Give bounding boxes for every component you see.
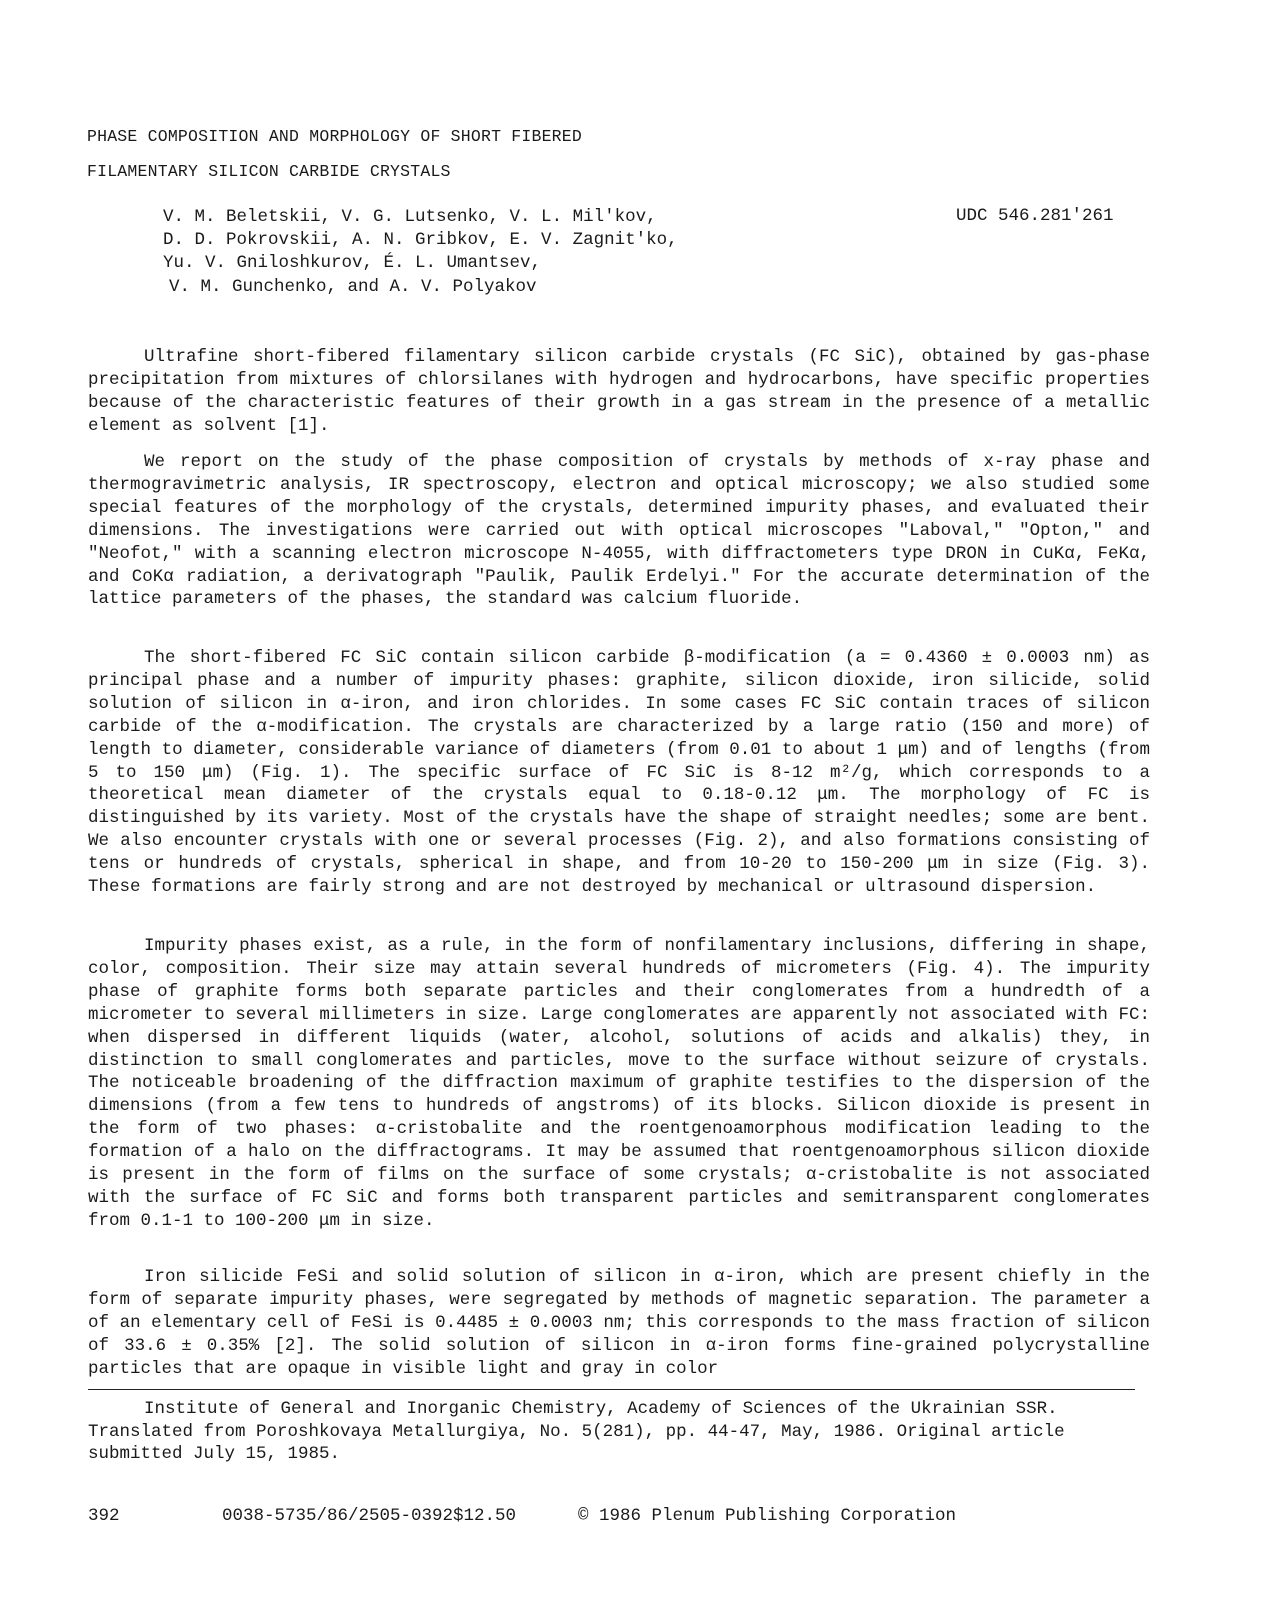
paragraph-2: We report on the study of the phase composition of crystals by methods of x-ray phase and thermogravimetric analysis, IR spectroscopy, electron and optical microscopy; we also studied some special features of the morphology of the crystals, determined impurity phases, and evaluated their dimensions. The investigations were carried out with optical microscopes "Laboval," "Opton," and "Neofot," with a scanning electron microscope N-4055, with diffractometers type DRON in CuKα, FeKα, and CoKα radiation, a derivatograph "Paulik, Paulik Erdelyi." For the accurate determination of the lattice parameters of the phases, the standard was calcium fluoride. [88,452,1150,610]
author-line: V. M. Gunchenko, and A. V. Polyakov [169,276,537,297]
udc-code: UDC 546.281'261 [956,206,1114,226]
footnote-divider [88,1389,1135,1390]
paragraph-4: Impurity phases exist, as a rule, in the form of nonfilamentary inclusions, differing in shape, color, composition. Their size may attain several hundreds of micrometers (Fig. 4). The impurity phase of graphite forms both separate particles and their conglomerates from a hundredth of a micrometer to several millimeters in size. Large conglomerates are apparently not associated with FC: when dispersed in different liquids (water, alcohol, solutions of acids and alkalis) they, in distinction to small conglomerates and particles, move to the surface without seizure of crystals. The noticeable broadening of the diffraction maximum of graphite testifies to the dispersion of the dimensions (from a few tens to hundreds of angstroms) of its blocks. Silicon dioxide is present in the form of two phases: α-cristobalite and the roentgenoamorphous modification leading to the formation of a halo on the diffractograms. It may be assumed that roentgenoamorphous silicon dioxide is present in the form of films on the surface of some crystals; α-cristobalite is not associated with the surface of FC SiC and forms both transparent particles and semitransparent conglomerates from 0.1-1 to 100-200 μm in size. [88,936,1150,1231]
copyright-notice: © 1986 Plenum Publishing Corporation [578,1506,957,1526]
paragraph-5: Iron silicide FeSi and solid solution of silicon in α-iron, which are present chiefly in the form of separate impurity phases, were segregated by methods of magnetic separation. The parameter a of an elementary cell of FeSi is 0.4485 ± 0.0003 nm; this corresponds to the mass fraction of silicon of 33.6 ± 0.35% [2]. The solid solution of silicon in α-iron forms fine-grained polycrystalline particles that are opaque in visible light and gray in color [88,1267,1150,1379]
paragraph-1: Ultrafine short-fibered filamentary silicon carbide crystals (FC SiC), obtained by gas-phase precipitation from mixtures of chlorsilanes with hydrogen and hydrocarbons, have specific properties because of the characteristic features of their growth in a gas stream in the presence of a metallic element as solvent [1]. [88,347,1150,436]
publication-code: 0038-5735/86/2505-0392$12.50 [222,1506,517,1526]
paragraph-3: The short-fibered FC SiC contain silicon carbide β-modification (a = 0.4360 ± 0.0003 nm) as principal phase and a number of impurity phases: graphite, silicon dioxide, iron silicide, solid solution of silicon in α-iron, and iron chlorides. In some cases FC SiC contain traces of silicon carbide of the α-modification. The crystals are characterized by a large ratio (150 and more) of length to diameter, considerable variance of diameters (from 0.01 to about 1 μm) and of lengths (from 5 to 150 μm) (Fig. 1). The specific surface of FC SiC is 8-12 m²/g, which corresponds to a theoretical mean diameter of the crystals equal to 0.18-0.12 μm. The morphology of FC is distinguished by its variety. Most of the crystals have the shape of straight needles; some are bent. We also encounter crystals with one or several processes (Fig. 2), and also formations consisting of tens or hundreds of crystals, spherical in shape, and from 10-20 to 150-200 μm in size (Fig. 3). These formations are fairly strong and are not destroyed by mechanical or ultrasound dispersion. [88,648,1150,898]
author-line: D. D. Pokrovskii, A. N. Gribkov, E. V. Zagnit'ko, [163,230,678,251]
author-line: V. M. Beletskii, V. G. Lutsenko, V. L. Mil'kov, [163,207,657,227]
title-line-1: PHASE COMPOSITION AND MORPHOLOGY OF SHORT FIBERED [87,127,582,146]
title-line-2: FILAMENTARY SILICON CARBIDE CRYSTALS [87,162,451,181]
author-list [163,206,678,299]
author-line: Yu. V. Gniloshkurov, É. L. Umantsev, [163,253,542,274]
page-number: 392 [88,1506,120,1526]
footnote: Institute of General and Inorganic Chemistry, Academy of Sciences of the Ukrainian SSR. Translated from Poroshkovaya Metallurgiya, No. 5(281), pp. 44-47, May, 1986. Original article submitted July 15, 1985. [88,1399,1065,1465]
